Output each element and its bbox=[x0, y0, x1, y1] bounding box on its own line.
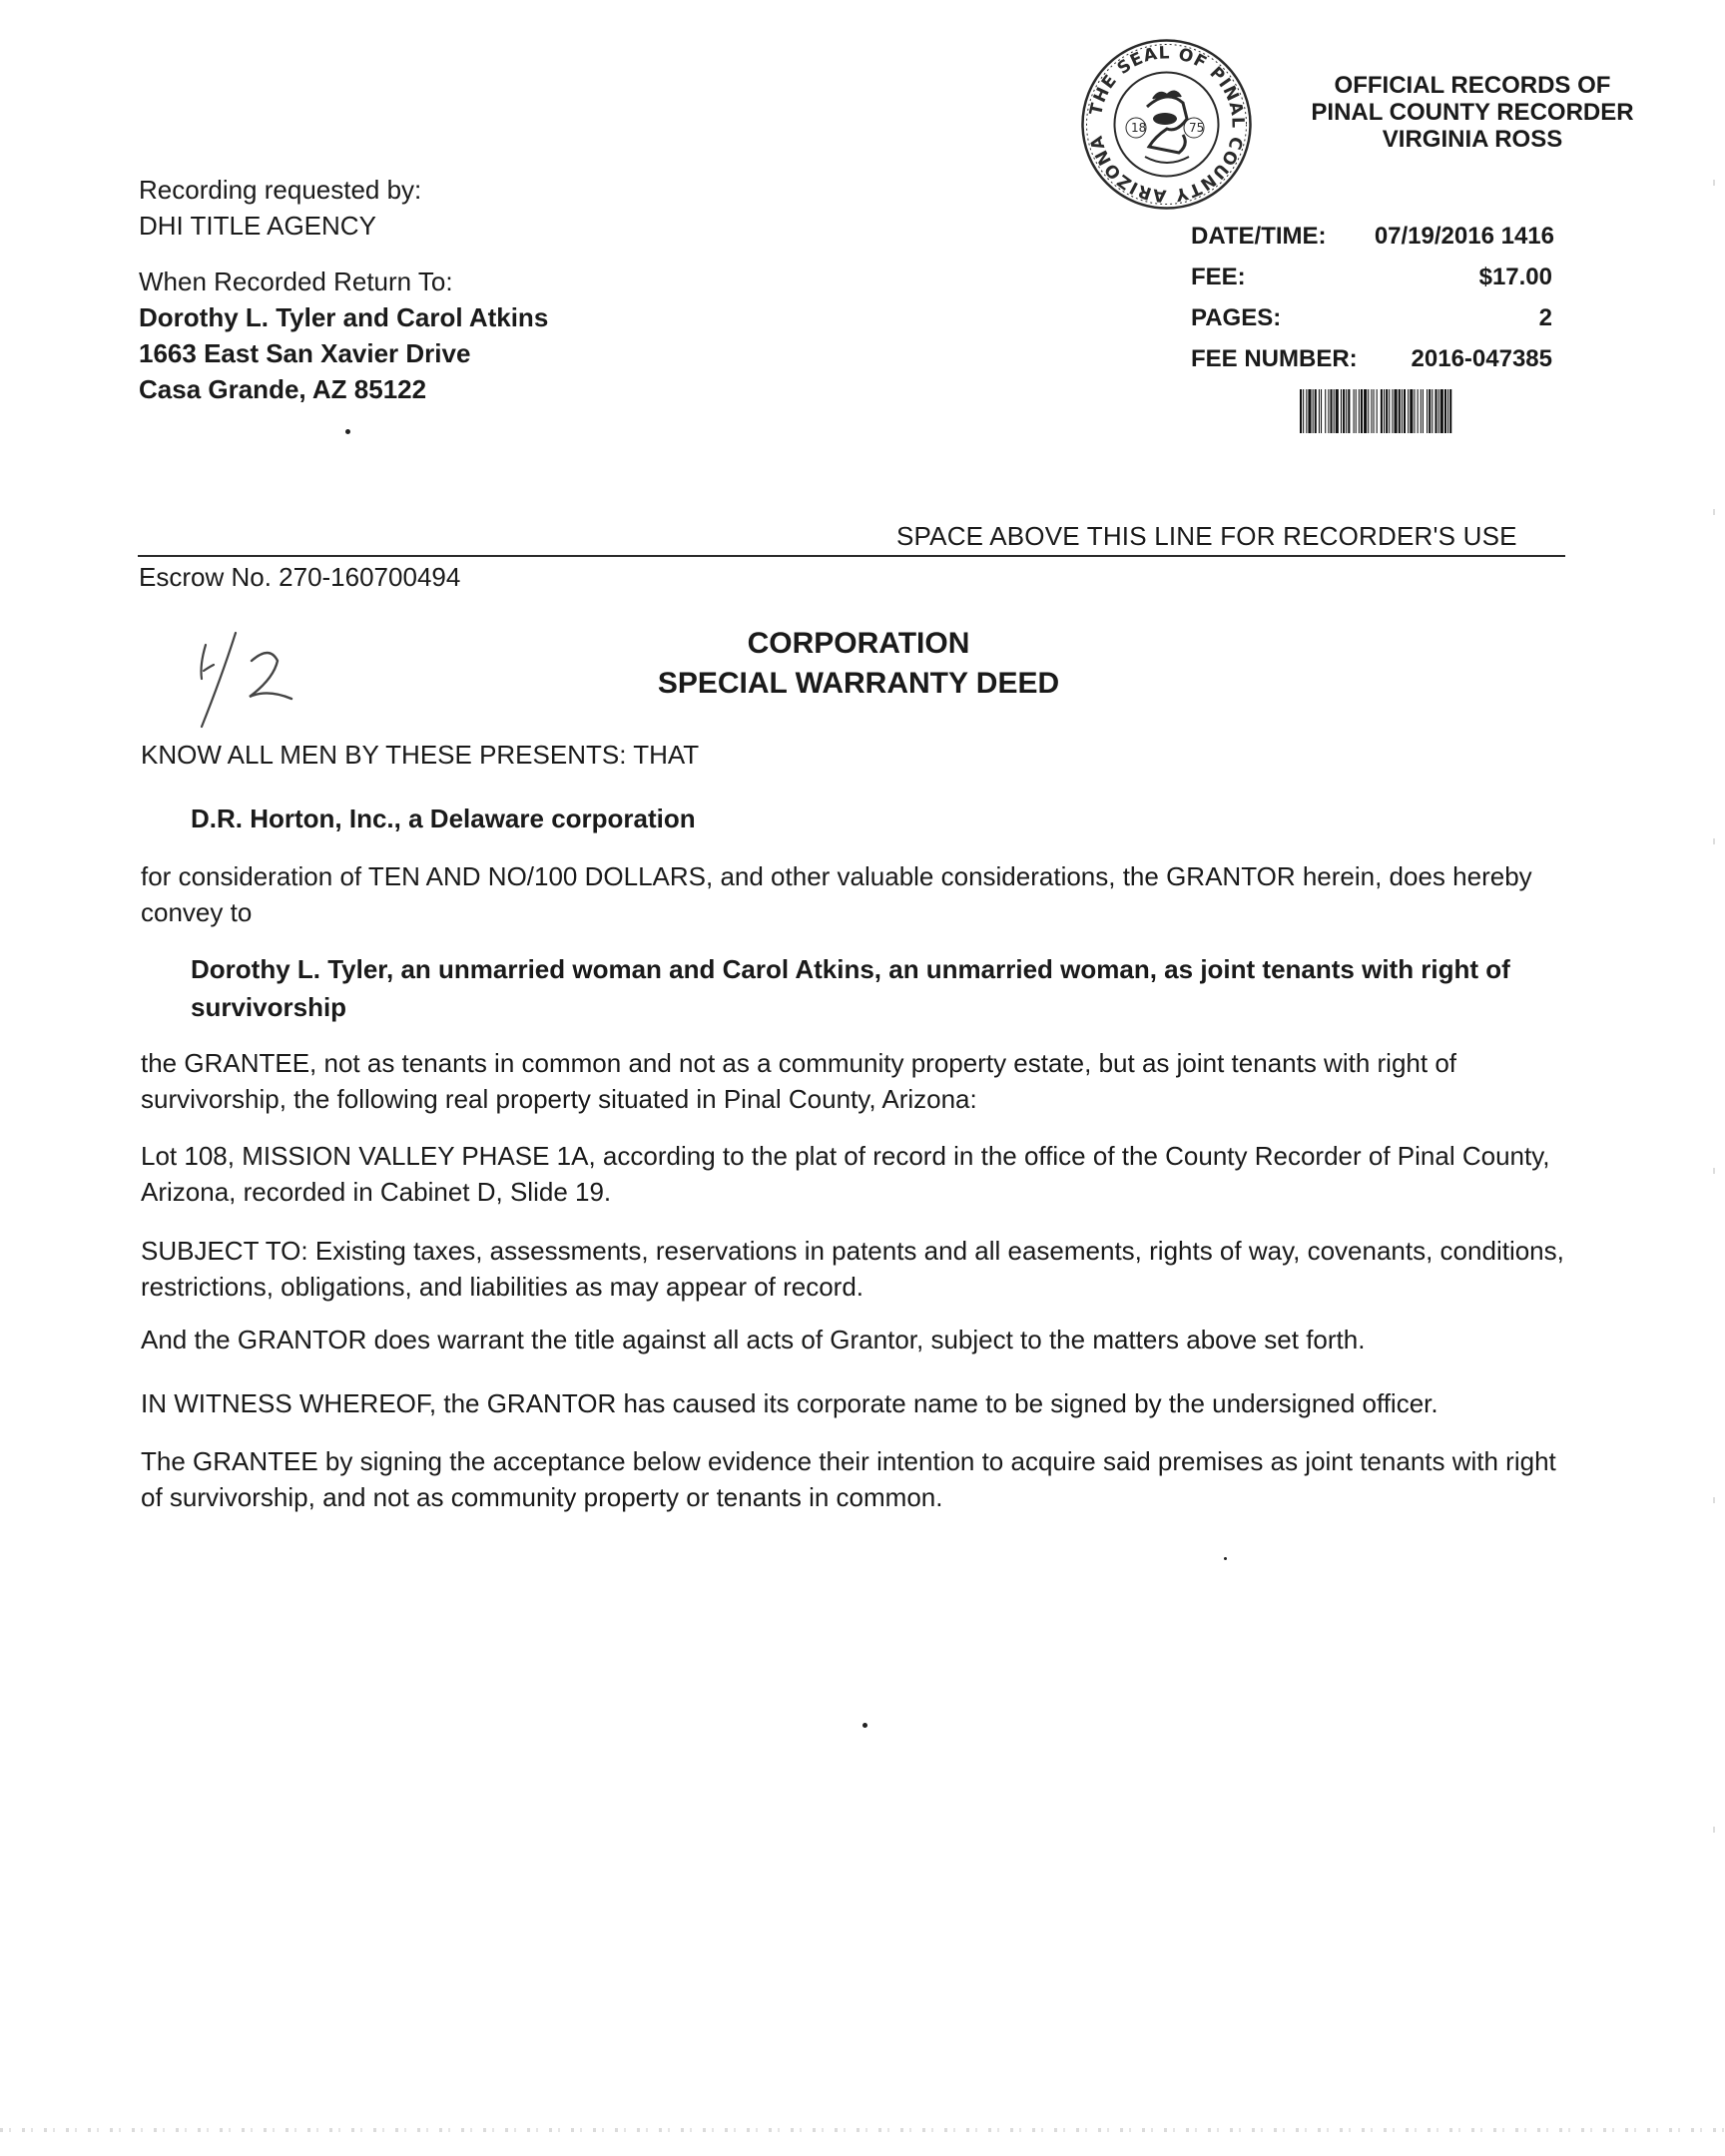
pages-value: 2 bbox=[1538, 304, 1552, 331]
barcode-bar bbox=[1384, 389, 1385, 433]
barcode-bar bbox=[1321, 389, 1322, 433]
grantor-name: D.R. Horton, Inc., a Delaware corporation bbox=[191, 804, 696, 833]
barcode-bar bbox=[1429, 389, 1431, 433]
requested-label: Recording requested by: bbox=[139, 175, 422, 205]
barcode-bar bbox=[1402, 389, 1403, 433]
barcode-bar bbox=[1334, 389, 1335, 433]
scan-speck bbox=[1224, 1557, 1227, 1560]
scan-speck bbox=[345, 429, 350, 434]
barcode-bar bbox=[1368, 389, 1369, 433]
barcode-bar bbox=[1381, 389, 1383, 433]
barcode-bar bbox=[1404, 389, 1406, 433]
barcode-bar bbox=[1315, 389, 1317, 433]
recorder-line-3: VIRGINIA ROSS bbox=[1382, 126, 1563, 153]
barcode-bar bbox=[1435, 389, 1437, 433]
pages-label: PAGES: bbox=[1191, 304, 1282, 331]
recorder-use-line: SPACE ABOVE THIS LINE FOR RECORDER'S USE bbox=[896, 521, 1517, 551]
barcode-bar bbox=[1392, 389, 1393, 433]
barcode-bar bbox=[1427, 389, 1428, 433]
barcode-bar bbox=[1421, 389, 1422, 433]
deed-title-line-2: SPECIAL WARRANTY DEED bbox=[657, 667, 1060, 700]
barcode-bar bbox=[1346, 389, 1347, 433]
barcode-bar bbox=[1414, 389, 1415, 433]
barcode-bar bbox=[1306, 389, 1307, 433]
barcode-bar bbox=[1319, 389, 1320, 433]
fee-number-label: FEE NUMBER: bbox=[1191, 345, 1358, 372]
return-to-name: Dorothy L. Tyler and Carol Atkins bbox=[139, 302, 549, 332]
svg-text:18: 18 bbox=[1131, 121, 1147, 135]
barcode-bar bbox=[1359, 389, 1360, 433]
barcode-bar bbox=[1308, 389, 1311, 433]
return-to-block bbox=[139, 264, 548, 407]
warranty-clause: And the GRANTOR does warrant the title against all acts of Grantor, subject to the matters above set forth. bbox=[141, 1325, 1366, 1354]
barcode-bar bbox=[1356, 389, 1357, 433]
datetime-row bbox=[1191, 223, 1552, 257]
barcode-bar bbox=[1300, 389, 1302, 433]
barcode bbox=[1300, 389, 1564, 433]
barcode-bar bbox=[1313, 389, 1314, 433]
return-to-label: When Recorded Return To: bbox=[139, 267, 453, 296]
barcode-bar bbox=[1328, 389, 1329, 433]
requested-block bbox=[139, 172, 421, 244]
barcode-bar bbox=[1386, 389, 1388, 433]
barcode-bar bbox=[1447, 389, 1448, 433]
return-to-city: Casa Grande, AZ 85122 bbox=[139, 374, 427, 404]
barcode-bar bbox=[1343, 389, 1345, 433]
barcode-bar bbox=[1348, 389, 1350, 433]
barcode-bar bbox=[1374, 389, 1375, 433]
recorder-line-2: PINAL COUNTY RECORDER bbox=[1311, 99, 1634, 126]
barcode-bar bbox=[1303, 389, 1304, 433]
pages-row bbox=[1191, 304, 1552, 338]
datetime-label: DATE/TIME: bbox=[1191, 223, 1327, 250]
barcode-bar bbox=[1395, 389, 1398, 433]
barcode-bar bbox=[1389, 389, 1390, 433]
scan-edge-artifact bbox=[1713, 0, 1715, 2156]
barcode-bar bbox=[1432, 389, 1433, 433]
scan-edge-artifact bbox=[0, 2128, 1725, 2132]
barcode-bar bbox=[1361, 389, 1363, 433]
county-seal-icon bbox=[1079, 37, 1254, 212]
return-to-street: 1663 East San Xavier Drive bbox=[139, 338, 471, 368]
svg-text:75: 75 bbox=[1189, 121, 1205, 135]
barcode-bar bbox=[1449, 389, 1451, 433]
grantee-names: Dorothy L. Tyler, an unmarried woman and Carol Atkins, an unmarried woman, as joint tenants with right of survivorship bbox=[191, 954, 1510, 1022]
know-all-men: KNOW ALL MEN BY THESE PRESENTS: THAT bbox=[141, 740, 700, 770]
escrow-number: Escrow No. 270-160700494 bbox=[139, 562, 461, 592]
acceptance-clause: The GRANTEE by signing the acceptance below evidence their intention to acquire said premises as joint tenants with right of survivorship, and not as community property or tenants in common. bbox=[141, 1446, 1556, 1512]
barcode-bar bbox=[1410, 389, 1413, 433]
subject-to-clause: SUBJECT TO: Existing taxes, assessments, reservations in patents and all easements, rights of way, covenants, conditions, restrictions, obligations, and liabilities as may appear of record. bbox=[141, 1236, 1564, 1302]
recorder-line-1: OFFICIAL RECORDS OF bbox=[1334, 72, 1611, 99]
barcode-bar bbox=[1330, 389, 1332, 433]
barcode-bar bbox=[1440, 389, 1443, 433]
barcode-bar bbox=[1444, 389, 1446, 433]
consideration-clause: for consideration of TEN AND NO/100 DOLLARS, and other valuable considerations, the GRANTOR herein, does hereby convey to bbox=[141, 861, 1532, 927]
barcode-bar bbox=[1438, 389, 1439, 433]
recorder-header bbox=[1268, 72, 1677, 153]
barcode-bar bbox=[1336, 389, 1339, 433]
barcode-bar bbox=[1325, 389, 1326, 433]
barcode-bar bbox=[1377, 389, 1378, 433]
datetime-value: 07/19/2016 1416 bbox=[1374, 223, 1554, 250]
fee-label: FEE: bbox=[1191, 264, 1246, 290]
fee-value: $17.00 bbox=[1478, 264, 1552, 290]
barcode-bar bbox=[1418, 389, 1419, 433]
requested-agency: DHI TITLE AGENCY bbox=[139, 211, 376, 241]
fee-number-row bbox=[1191, 345, 1552, 379]
witness-clause: IN WITNESS WHEREOF, the GRANTOR has caused its corporate name to be signed by the undersigned officer. bbox=[141, 1388, 1438, 1418]
barcode-bar bbox=[1408, 389, 1409, 433]
barcode-bar bbox=[1423, 389, 1424, 433]
deed-title-line-1: CORPORATION bbox=[747, 627, 970, 660]
fee-row bbox=[1191, 264, 1552, 297]
svg-text:THE SEAL OF PINAL COUNTY ARIZO: THE SEAL OF PINAL COUNTY ARIZONA bbox=[1086, 43, 1248, 206]
grantee-clause: the GRANTEE, not as tenants in common and not as a community property estate, but as joint tenants with right of survivorship, the following real property situated in Pinal County, Arizona: bbox=[141, 1048, 1457, 1114]
recorder-use-divider bbox=[138, 555, 1565, 557]
handwritten-note-icon bbox=[188, 627, 317, 732]
barcode-bar bbox=[1371, 389, 1372, 433]
barcode-bar bbox=[1364, 389, 1367, 433]
scan-speck bbox=[862, 1723, 867, 1728]
legal-description: Lot 108, MISSION VALLEY PHASE 1A, according to the plat of record in the office of the County Recorder of Pinal County, Arizona, recorded in Cabinet D, Slide 19. bbox=[141, 1141, 1550, 1207]
barcode-bar bbox=[1341, 389, 1342, 433]
fee-number-value: 2016-047385 bbox=[1411, 345, 1552, 372]
barcode-bar bbox=[1354, 389, 1355, 433]
barcode-bar bbox=[1399, 389, 1401, 433]
